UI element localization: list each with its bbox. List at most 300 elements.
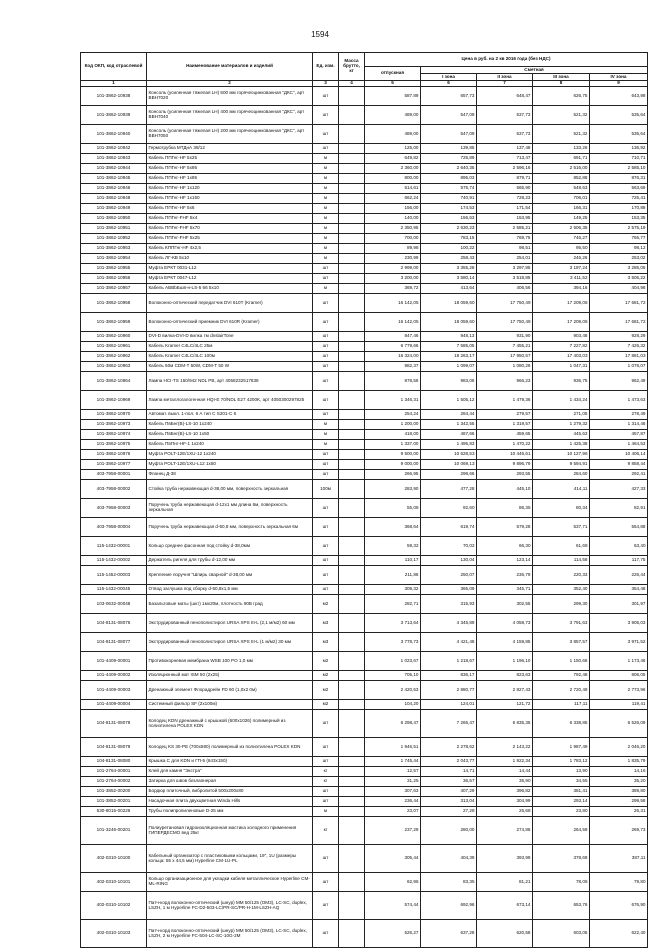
zone-1-price: 692,96 xyxy=(421,892,477,920)
zone-2-price: 1 196,10 xyxy=(477,652,533,671)
zone-1-price: 124,01 xyxy=(421,700,477,710)
item-mass xyxy=(339,566,365,585)
item-code: 101-3862-10959 xyxy=(81,313,147,332)
release-price: 6 779,66 xyxy=(365,342,421,352)
zone-4-price: 17 881,03 xyxy=(590,352,648,362)
table-row xyxy=(81,681,648,700)
zone-2-price: 537,73 xyxy=(477,106,533,125)
item-code: 101-3862-10960 xyxy=(81,332,147,342)
item-name: Кабель Kramer C4LC/4LC 100м xyxy=(147,352,313,362)
table-row xyxy=(81,342,648,352)
zone-1-price: 740,91 xyxy=(421,194,477,204)
zone-3-price: 852,88 xyxy=(533,174,590,184)
item-unit: м xyxy=(313,174,339,184)
price-table xyxy=(80,52,648,948)
item-code: 101-3862-10943 xyxy=(81,154,147,164)
table-row xyxy=(81,767,648,777)
item-unit: шт xyxy=(313,585,339,595)
item-code: 403-7958-00003 xyxy=(81,499,147,518)
table-row xyxy=(81,470,648,480)
zone-2-price: 728,23 xyxy=(477,194,533,204)
item-unit: шт xyxy=(313,738,339,757)
release-price: 1 023,67 xyxy=(365,652,421,671)
table-row xyxy=(81,274,648,284)
item-name: Крепление поручня "Шпирь сварной" d-38,00 мм xyxy=(147,566,313,585)
release-price: 16 142,05 xyxy=(365,294,421,313)
zone-4-price: 136,92 xyxy=(590,144,648,154)
zone-4-price: 170,88 xyxy=(590,204,648,214)
table-row xyxy=(81,518,648,537)
item-mass xyxy=(339,332,365,342)
zone-3-price: 78,06 xyxy=(533,873,590,892)
zone-2-price: 123,14 xyxy=(477,556,533,566)
column-number: 7 xyxy=(477,81,533,87)
item-mass xyxy=(339,807,365,817)
table-row xyxy=(81,284,648,294)
release-price: 3 713,64 xyxy=(365,614,421,633)
zone-4-price: 269,73 xyxy=(590,817,648,845)
item-name: Экструдированный пенополистирол URSA XPS III-L (2,1 м/м2) 60 мм xyxy=(147,614,313,633)
item-name: Держатель ригеля для трубы d-12,00 мм xyxy=(147,556,313,566)
item-code: 402-0310-10103 xyxy=(81,920,147,948)
release-price: 369,72 xyxy=(365,284,421,294)
zone-2-price: 445,10 xyxy=(477,480,533,499)
zone-1-price: 4 421,48 xyxy=(421,633,477,652)
item-code: 101-4409-00002 xyxy=(81,671,147,681)
zone-3-price: 133,26 xyxy=(533,144,590,154)
item-unit: шт xyxy=(313,313,339,332)
item-mass xyxy=(339,274,365,284)
item-code: 101-3862-10951 xyxy=(81,224,147,234)
table-row xyxy=(81,294,648,313)
release-price: 1 346,31 xyxy=(365,391,421,410)
item-name: Кабель ППГнг-HF 1х150 xyxy=(147,194,313,204)
zone-1-price: 895,03 xyxy=(421,174,477,184)
item-unit: м xyxy=(313,440,339,450)
header-price-title: Цена в руб. на 2 кв 2016 года (без НДС) xyxy=(365,53,648,67)
zone-3-price: 9 594,91 xyxy=(533,460,590,470)
item-name: Системный фильтр SF (2х100м) xyxy=(147,700,313,710)
item-mass xyxy=(339,87,365,106)
table-row xyxy=(81,391,648,410)
zone-4-price: 643,98 xyxy=(590,87,648,106)
item-name: Кабель ABBbБшв-н-LS-5 66 5х10 xyxy=(147,284,313,294)
zone-3-price: 3 857,57 xyxy=(533,633,590,652)
item-unit: м3 xyxy=(313,633,339,652)
item-code: 101-3862-10957 xyxy=(81,284,147,294)
zone-1-price: 10 069,13 xyxy=(421,460,477,470)
zone-2-price: 769,75 xyxy=(477,234,533,244)
header-unit: Ед. изм. xyxy=(313,53,339,81)
release-price: 23,07 xyxy=(365,807,421,817)
zone-4-price: 3 971,52 xyxy=(590,633,648,652)
release-price: 211,86 xyxy=(365,566,421,585)
zone-2-price: 86,35 xyxy=(477,499,533,518)
zone-2-price: 17 950,57 xyxy=(477,352,533,362)
zone-2-price: 25,68 xyxy=(477,807,533,817)
item-name: Кабель ПвПнг-HF-1 1х240 xyxy=(147,440,313,450)
zone-1-price: 407,29 xyxy=(421,787,477,797)
item-mass xyxy=(339,164,365,174)
item-mass xyxy=(339,817,365,845)
zone-2-price: 81,21 xyxy=(477,873,533,892)
zone-1-price: 836,17 xyxy=(421,671,477,681)
zone-2-price: 9 896,79 xyxy=(477,460,533,470)
item-unit: м2 xyxy=(313,671,339,681)
item-unit: шт xyxy=(313,391,339,410)
release-price: 1 745,44 xyxy=(365,757,421,767)
zone-4-price: 1 076,07 xyxy=(590,362,648,372)
item-mass xyxy=(339,460,365,470)
item-name: Кабельный организатор с пластиковыми кольцами, 19", 1U (размеры кольца: 55 х 44,5 мм) Hyperline CM-1U-PL xyxy=(147,845,313,873)
release-price: 309,32 xyxy=(365,585,421,595)
zone-4-price: 82,91 xyxy=(590,499,648,518)
zone-4-price: 253,02 xyxy=(590,254,648,264)
table-row xyxy=(81,777,648,787)
zone-1-price: 298,66 xyxy=(421,470,477,480)
zone-4-price: 389,80 xyxy=(590,787,648,797)
item-name: Кабель ППГнг-HF 5х25 xyxy=(147,154,313,164)
item-unit: м xyxy=(313,244,339,254)
table-row xyxy=(81,807,648,817)
item-unit: шт xyxy=(313,372,339,391)
zone-4-price: 457,87 xyxy=(590,430,648,440)
item-code: 530-8015-00226 xyxy=(81,807,147,817)
table-row xyxy=(81,214,648,224)
zone-3-price: 2 506,35 xyxy=(533,224,590,234)
item-code: 101-3862-10969 xyxy=(81,391,147,410)
zone-2-price: 4 058,73 xyxy=(477,614,533,633)
zone-4-price: 1 314,46 xyxy=(590,420,648,430)
table-row xyxy=(81,125,648,144)
item-mass xyxy=(339,313,365,332)
zone-3-price: 548,63 xyxy=(533,184,590,194)
item-mass xyxy=(339,144,365,154)
zone-2-price: 345,71 xyxy=(477,585,533,595)
zone-1-price: 2 278,62 xyxy=(421,738,477,757)
release-price: 254,24 xyxy=(365,410,421,420)
zone-3-price: 1 279,32 xyxy=(533,420,590,430)
zone-1-price: 130,04 xyxy=(421,556,477,566)
item-code: 101-3862-10973 xyxy=(81,420,147,430)
release-price: 526,27 xyxy=(365,920,421,948)
item-mass xyxy=(339,294,365,313)
zone-1-price: 619,74 xyxy=(421,518,477,537)
table-row xyxy=(81,556,648,566)
item-unit: шт xyxy=(313,920,339,948)
zone-4-price: 301,97 xyxy=(590,595,648,614)
item-name: Муфта POLT-12E/1XU-L12 1х50 xyxy=(147,460,313,470)
release-price: 236,44 xyxy=(365,797,421,807)
item-name: Поручень труба нержавеющая d-12х1 мм длина 6м, поверхность зеркальная xyxy=(147,499,313,518)
zone-1-price: 1 342,55 xyxy=(421,420,477,430)
zone-1-price: 7 265,47 xyxy=(421,710,477,738)
item-code: 101-3862-10954 xyxy=(81,254,147,264)
item-unit: шт xyxy=(313,264,339,274)
item-unit: м xyxy=(313,430,339,440)
zone-1-price: 250,07 xyxy=(421,566,477,585)
item-mass xyxy=(339,204,365,214)
item-code: 101-3862-10956 xyxy=(81,274,147,284)
item-code: 104-8131-08080 xyxy=(81,757,147,767)
table-row xyxy=(81,892,648,920)
item-name: Лампа HCI-TS 150/942 NDL PB, арт 4058232517838 xyxy=(147,372,313,391)
item-mass xyxy=(339,470,365,480)
zone-3-price: 1 987,49 xyxy=(533,738,590,757)
item-code: 101-3862-10977 xyxy=(81,460,147,470)
zone-3-price: 691,71 xyxy=(533,154,590,164)
item-unit: шт xyxy=(313,873,339,892)
zone-1-price: 18 263,17 xyxy=(421,352,477,362)
release-price: 3 200,00 xyxy=(365,274,421,284)
zone-1-price: 725,89 xyxy=(421,154,477,164)
item-code: 101-3852-00200 xyxy=(81,787,147,797)
item-mass xyxy=(339,892,365,920)
item-mass xyxy=(339,738,365,757)
item-code: 101-3862-10955 xyxy=(81,264,147,274)
item-unit: шт xyxy=(313,710,339,738)
zone-3-price: 445,63 xyxy=(533,430,590,440)
item-name: Автомат. выкл. 1-пол. 6 А тип C S201-C 6 xyxy=(147,410,313,420)
zone-3-price: 521,32 xyxy=(533,106,590,125)
zone-2-price: 10 446,61 xyxy=(477,450,533,460)
zone-4-price: 563,69 xyxy=(590,184,648,194)
zone-4-price: 2 575,19 xyxy=(590,224,648,234)
item-code: 101-3862-10952 xyxy=(81,234,147,244)
column-number: 4 xyxy=(339,81,365,87)
release-price: 982,37 xyxy=(365,362,421,372)
item-unit: м xyxy=(313,420,339,430)
header-release: отпускная xyxy=(365,67,421,81)
item-mass xyxy=(339,614,365,633)
item-unit: м2 xyxy=(313,700,339,710)
item-code: 101-3862-10963 xyxy=(81,362,147,372)
item-name: Кабель ППГнг-HF 1х120 xyxy=(147,184,313,194)
zone-4-price: 3 285,05 xyxy=(590,264,648,274)
item-code: 104-8131-08077 xyxy=(81,633,147,652)
item-unit: м2 xyxy=(313,595,339,614)
zone-3-price: 1 425,38 xyxy=(533,440,590,450)
item-mass xyxy=(339,194,365,204)
zone-1-price: 783,15 xyxy=(421,234,477,244)
zone-3-price: 17 403,03 xyxy=(533,352,590,362)
zone-2-price: 966,23 xyxy=(477,372,533,391)
item-code: 403-7958-00001 xyxy=(81,470,147,480)
zone-2-price: 3 297,85 xyxy=(477,264,533,274)
zone-3-price: 2 720,49 xyxy=(533,681,590,700)
item-name: Муфта ЕРКТ 0047-L12 xyxy=(147,274,313,284)
item-name: Колодец KDN дренажный с крышкой (600х1026) полимерный из полиэтилена POLEX KDN xyxy=(147,710,313,738)
zone-1-price: 1 218,67 xyxy=(421,652,477,671)
zone-2-price: 1 080,26 xyxy=(477,362,533,372)
header-name: Наименование материалов и изделий xyxy=(147,53,313,81)
zone-3-price: 537,71 xyxy=(533,518,590,537)
item-code: 402-0310-10102 xyxy=(81,892,147,920)
zone-2-price: 153,95 xyxy=(477,214,533,224)
zone-3-price: 17 209,06 xyxy=(533,294,590,313)
item-unit: м xyxy=(313,214,339,224)
item-unit: шт xyxy=(313,757,339,767)
zone-1-price: 2 043,77 xyxy=(421,757,477,767)
table-row xyxy=(81,264,648,274)
item-name: Кабель ППГнг-HF 5х6 xyxy=(147,204,313,214)
zone-1-price: 547,09 xyxy=(421,125,477,144)
item-unit: шт xyxy=(313,450,339,460)
item-name: Противокорневая мембрана WSB 100 PO 1,0 мм xyxy=(147,652,313,671)
item-unit: м xyxy=(313,224,339,234)
release-price: 266,95 xyxy=(365,470,421,480)
zone-3-price: 149,25 xyxy=(533,214,590,224)
release-price: 12,57 xyxy=(365,767,421,777)
zone-2-price: 6 835,35 xyxy=(477,710,533,738)
zone-1-price: 467,66 xyxy=(421,430,477,440)
item-name: Волоконно-оптический приемник DVI 610R (Kramer) xyxy=(147,313,313,332)
item-name: Кольцо среднее фасонная под стойку d-38,0мм xyxy=(147,537,313,556)
zone-2-price: 459,65 xyxy=(477,430,533,440)
zone-1-price: 2 630,23 xyxy=(421,224,477,234)
zone-2-price: 98,51 xyxy=(477,244,533,254)
zone-1-price: 36,57 xyxy=(421,777,477,787)
zone-3-price: 381,41 xyxy=(533,787,590,797)
item-name: Отвод заглушка под сборку d-50,8x1,5 мм xyxy=(147,585,313,595)
zone-4-price: 17 681,72 xyxy=(590,313,648,332)
release-price: 489,00 xyxy=(365,106,421,125)
item-unit: шт xyxy=(313,106,339,125)
zone-3-price: 603,05 xyxy=(533,920,590,948)
column-number: 1 xyxy=(81,81,147,87)
zone-4-price: 387,11 xyxy=(590,845,648,873)
release-price: 489,00 xyxy=(365,125,421,144)
item-code: 104-8131-08079 xyxy=(81,738,147,757)
table-row xyxy=(81,671,648,681)
zone-2-price: 1 479,36 xyxy=(477,391,533,410)
item-code: 101-3862-10974 xyxy=(81,430,147,440)
release-price: 9 500,00 xyxy=(365,450,421,460)
zone-4-price: 1 173,46 xyxy=(590,652,648,671)
item-mass xyxy=(339,585,365,595)
zone-2-price: 931,90 xyxy=(477,332,533,342)
item-mass xyxy=(339,652,365,671)
item-code: 104-8131-08076 xyxy=(81,614,147,633)
item-mass xyxy=(339,342,365,352)
zone-3-price: 17 209,06 xyxy=(533,313,590,332)
item-mass xyxy=(339,224,365,234)
release-price: 55,08 xyxy=(365,499,421,518)
zone-2-price: 537,73 xyxy=(477,125,533,144)
item-code: 101-2764-00002 xyxy=(81,777,147,787)
release-price: 59,32 xyxy=(365,537,421,556)
item-mass xyxy=(339,787,365,797)
release-price: 649,82 xyxy=(365,154,421,164)
zone-3-price: 706,01 xyxy=(533,194,590,204)
release-price: 16 324,00 xyxy=(365,352,421,362)
zone-1-price: 313,04 xyxy=(421,797,477,807)
zone-1-price: 3 580,14 xyxy=(421,274,477,284)
zone-3-price: 95,50 xyxy=(533,244,590,254)
zone-1-price: 404,39 xyxy=(421,845,477,873)
zone-4-price: 427,33 xyxy=(590,480,648,499)
column-number: 9 xyxy=(590,81,648,87)
item-code: 101-3862-10939 xyxy=(81,106,147,125)
zone-3-price: 114,58 xyxy=(533,556,590,566)
item-unit: шт xyxy=(313,499,339,518)
table-row xyxy=(81,164,648,174)
zone-4-price: 9 858,44 xyxy=(590,460,648,470)
item-code: 101-3862-10944 xyxy=(81,164,147,174)
zone-2-price: 393,99 xyxy=(477,845,533,873)
item-unit: м xyxy=(313,194,339,204)
zone-2-price: 274,86 xyxy=(477,817,533,845)
item-name: Затирка для швов безлапнерая xyxy=(147,777,313,787)
zone-3-price: 3 411,52 xyxy=(533,274,590,284)
item-mass xyxy=(339,106,365,125)
item-code: 403-7958-00002 xyxy=(81,480,147,499)
item-mass xyxy=(339,797,365,807)
release-price: 587.89 xyxy=(365,87,421,106)
table-row xyxy=(81,244,648,254)
table-body xyxy=(81,87,648,948)
zone-4-price: 876,31 xyxy=(590,174,648,184)
release-price: 237,29 xyxy=(365,817,421,845)
zone-3-price: 23,80 xyxy=(533,807,590,817)
table-row xyxy=(81,757,648,767)
zone-4-price: 14,16 xyxy=(590,767,648,777)
zone-1-price: 637,28 xyxy=(421,920,477,948)
zone-2-price: 3 518,85 xyxy=(477,274,533,284)
item-name: Гермотрубка МТДнА 38/12 xyxy=(147,144,313,154)
item-mass xyxy=(339,264,365,274)
header-zone-2: II зона xyxy=(477,74,533,81)
release-price: 9 000,00 xyxy=(365,460,421,470)
column-number: 8 xyxy=(533,81,590,87)
table-row xyxy=(81,537,648,556)
item-name: Кабель ППГнг-FHF 5х25 xyxy=(147,234,313,244)
release-price: 847,46 xyxy=(365,332,421,342)
release-price: 700,00 xyxy=(365,234,421,244)
release-price: 418,00 xyxy=(365,430,421,440)
item-unit: кг xyxy=(313,767,339,777)
zone-1-price: 657,73 xyxy=(421,87,477,106)
table-row xyxy=(81,362,648,372)
zone-1-price: 139,85 xyxy=(421,144,477,154)
zone-2-price: 279,57 xyxy=(477,410,533,420)
table-row xyxy=(81,920,648,948)
table-row xyxy=(81,154,648,164)
item-code: 101-3862-10958 xyxy=(81,294,147,313)
zone-4-price: 79,80 xyxy=(590,873,648,892)
item-mass xyxy=(339,430,365,440)
zone-3-price: 299,30 xyxy=(533,595,590,614)
item-code: 101-3862-10976 xyxy=(81,450,147,460)
zone-2-price: 4 159,85 xyxy=(477,633,533,652)
item-unit: шт xyxy=(313,537,339,556)
item-mass xyxy=(339,244,365,254)
item-unit: м2 xyxy=(313,652,339,671)
item-name: Колодец KS 30-РЕ (700х580) полимерный из полиэтилена POLEX KDN xyxy=(147,738,313,757)
zone-3-price: 2 516,00 xyxy=(533,164,590,174)
zone-1-price: 1 099,07 xyxy=(421,362,477,372)
release-price: 3 778,73 xyxy=(365,633,421,652)
item-code: 402-0310-10101 xyxy=(81,873,147,892)
zone-2-price: 1 922,34 xyxy=(477,757,533,767)
item-unit: шт xyxy=(313,410,339,420)
zone-2-price: 2 585,21 xyxy=(477,224,533,234)
zone-3-price: 352,40 xyxy=(533,585,590,595)
zone-1-price: 2 880,77 xyxy=(421,681,477,700)
zone-3-price: 293,14 xyxy=(533,797,590,807)
release-price: 2 360,00 xyxy=(365,164,421,174)
release-price: 110,17 xyxy=(365,556,421,566)
